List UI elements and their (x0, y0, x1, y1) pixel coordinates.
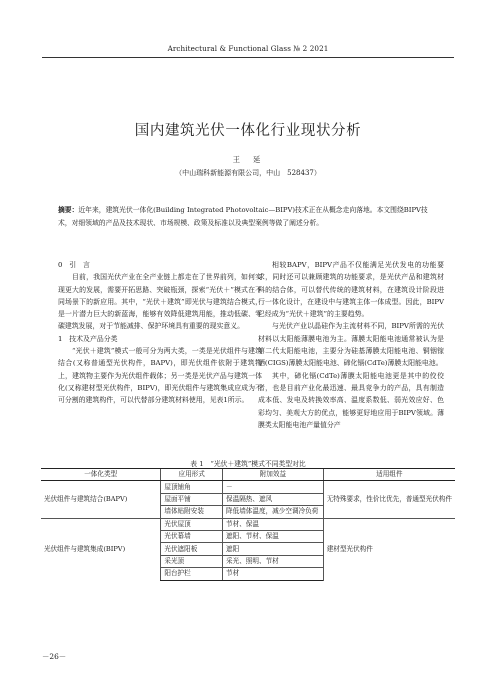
form-cell: 光伏屋顶 (161, 518, 223, 530)
left-column (58, 259, 262, 407)
table-row (41, 518, 455, 530)
table-row (41, 481, 455, 493)
form-cell: 屋面平铺 (161, 493, 223, 505)
comparison-table (41, 468, 455, 581)
suitable-cell-bapv: 无特殊要求，性价比优先，普通型光伏构件 (323, 481, 455, 518)
table-header-row (41, 469, 455, 481)
benefit-cell: 采光、照明、节材 (223, 555, 324, 567)
intro-heading: 0 引 言 (58, 261, 90, 269)
benefit-cell: 遮阳、节材、保温 (223, 530, 324, 542)
page-number: －26－ (42, 652, 67, 661)
header-benefit: 附加效益 (223, 469, 324, 481)
header-form: 应用形式 (161, 469, 223, 481)
benefit-cell: 降低墙体温度，减少空调冷负荷 (223, 506, 324, 518)
form-cell: 光伏遮阳板 (161, 543, 223, 555)
table-caption: 表 1 “光伏＋建筑”模式不同类型对比 (190, 460, 306, 468)
author-name: 王 延 (232, 155, 264, 164)
suitable-cell-bipv: 建材型光伏构件 (323, 518, 455, 580)
intro-paragraph: 目前，我国光伏产业在全产业链上都走在了世界前列，如何实现更大的发展，需要开拓思路、突破瓶颈，探索“光伏＋”模式在不同场景下的新应用。其中，“光伏＋建筑”即光伏与建筑结合模式，是一片潜力巨大的新蓝海，能够有效降低建筑用能，推动低碳、零碳建筑发展，对于节能减排、保护环境具有重要的现实意义。 (58, 273, 262, 331)
right-paragraph-1: 相较BAPV，BIPV产品不仅能满足光伏发电的功能要求，同时还可以兼顾建筑的功能要求，是光伏产品和建筑材料的结合体，可以替代传统的建筑材料，在建筑设计阶段进行一体化设计，在建设中与建筑主体一体成型。因此，BIPV已经成为“光伏＋建筑”的主要趋势。 (258, 261, 444, 319)
type-cell-bapv: 光伏组件与建筑结合(BAPV) (44, 494, 128, 503)
header-type: 一体化类型 (41, 469, 161, 481)
form-cell: 光伏幕墙 (161, 530, 223, 542)
right-column (258, 259, 444, 431)
abstract-label: 摘要： (58, 206, 79, 214)
benefit-cell: 节材 (223, 568, 324, 580)
benefit-cell: － (223, 481, 324, 493)
type-cell-bipv: 光伏组件与建筑集成(BIPV) (41, 518, 161, 580)
abstract-text: 近年来，建筑光伏一体化(Building Integrated Photovoltaic—BIPV)技术正在从概念走向落地。本文围绕BIPV技术，对细领域的产品及技术现状、市场规模、政策及标准以及典型案例等做了阐述分析。 (58, 206, 428, 227)
paper-title: 国内建筑光伏一体化行业现状分析 (134, 123, 362, 139)
abstract (58, 204, 440, 230)
benefit-cell: 节材、保温 (223, 518, 324, 530)
section1-heading: 1 技术及产品分类 (58, 334, 118, 343)
author-affiliation: （中山瑞科新能源有限公司，中山 528437） (175, 169, 321, 177)
form-cell: 墙体贴附安装 (161, 506, 223, 518)
form-cell: 采光顶 (161, 555, 223, 567)
right-paragraph-3: 其中，碲化镉(CdTe)薄膜太阳能电池更是其中的佼佼者，也是目前产业化最迅速、最具竞争力的产品，具有制造成本低、发电及转换效率高、温度系数低、弱光效应好、色彩均匀、美观大方的优点，能够更好地应用于BIPV领域。薄膜类太阳能电池产量值分产 (258, 371, 444, 429)
right-paragraph-2: 与光伏产业以晶硅作为主流材料不同，BIPV所需的光伏材料以太阳能薄膜电池为主。薄膜太阳能电池通常被认为是第二代太阳能电池，主要分为硅基薄膜太阳能电池、铜铟镓硒(CIGS)薄膜太阳能电池、碲化镉(CdTe)薄膜太阳能电池。 (258, 322, 444, 368)
form-cell: 屋顶铺角 (161, 481, 223, 493)
header-suitable: 适用组件 (323, 469, 455, 481)
benefit-cell: 保温隔热、遮风 (223, 493, 324, 505)
running-head: Architectural & Functional Glass № 2 2021 (167, 44, 329, 53)
header-rule (42, 57, 454, 58)
benefit-cell: 遮阳 (223, 543, 324, 555)
form-cell: 阳台护栏 (161, 568, 223, 580)
section1-paragraph: “光伏＋建筑”模式一般可分为两大类，一类是光伏组件与建筑结合(又称普通型光伏构件，BAPV)，即光伏组件依附于建筑物上，建筑物主要作为光伏组件载体；另一类是光伏产品与建筑一体化(又称建材型光伏构件，BIPV)，即光伏组件与建筑集成应成为不可分割的建筑构件，可以代替部分建筑材料使用，见表1所示。 (58, 347, 262, 405)
